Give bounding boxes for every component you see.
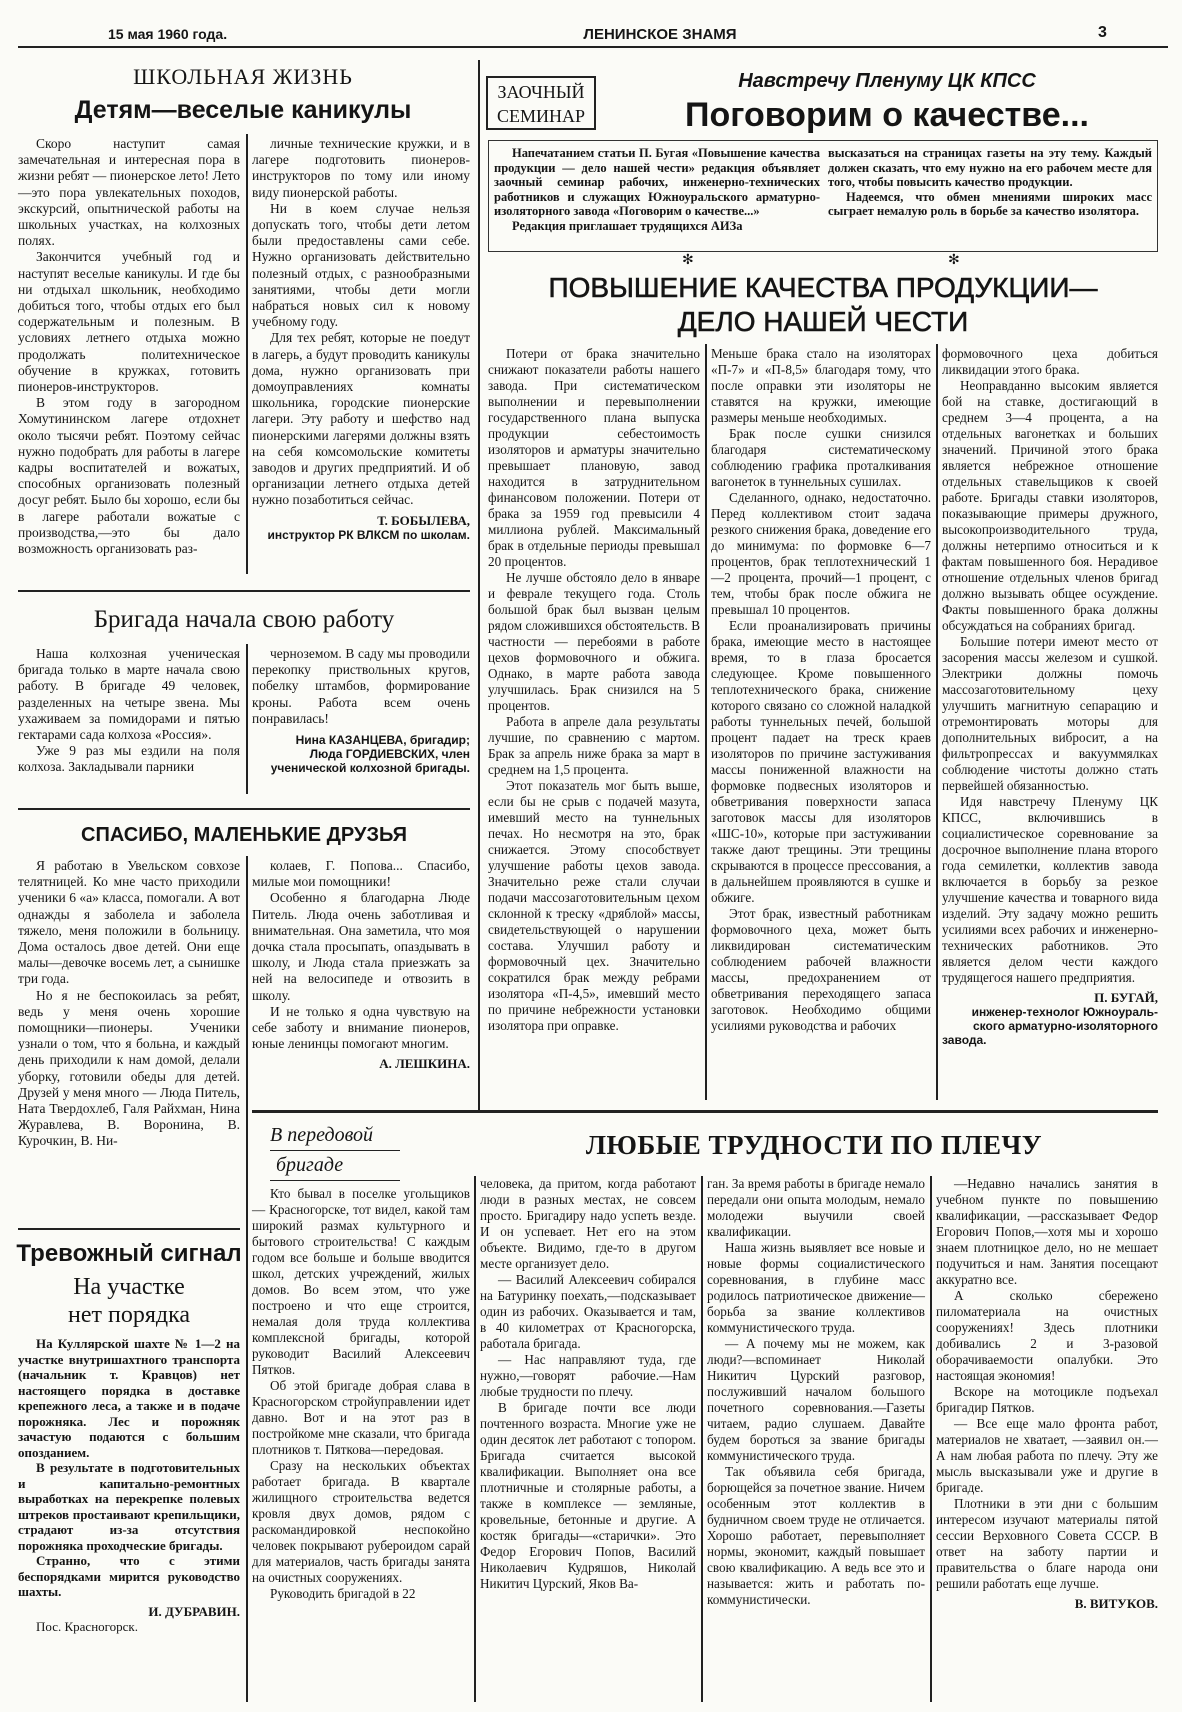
any-col-divider-3 [930, 1176, 932, 1702]
alarm-signature: И. ДУБРАВИН. [148, 1603, 240, 1619]
newspaper-name: ЛЕНИНСКОЕ ЗНАМЯ [583, 26, 737, 43]
any-rubric-line-1: В передовой [270, 1124, 374, 1146]
any-rubric-underline [270, 1150, 400, 1151]
quality-title-line-2: ДЕЛО НАШЕЙ ЧЕСТИ [677, 306, 969, 337]
seminar-box-line-2: СЕМИНАР [496, 106, 585, 126]
any-rubric-underline [270, 1180, 400, 1181]
page-date: 15 мая 1960 года. [108, 26, 228, 42]
quality-signature: П. БУГАЙ, [1094, 990, 1158, 1005]
any-signature: В. ВИТУКОВ. [1074, 1596, 1158, 1611]
thanks-col-divider [246, 856, 248, 1126]
brigade-signature-3: ученической колхозной бригады. [270, 761, 470, 776]
school-bottom-rule [18, 590, 470, 592]
brigade-col-divider [246, 644, 248, 794]
page-number: 3 [1098, 24, 1107, 41]
quality-col-3: формовочного цеха добиться ликвидации этого брака. Неоправданно высоким является бой на ставке, достигающий в среднем 3—4 процента, а на отдельных вагонетках и больших значений. Причиной этого брака является небрежное отношение отдельных ставельщиков к своей работе. Бригады ставки изоляторов, показывающие примеры дружного, высокопроизводительного труда, должны нетерпимо относиться и к фактам повышенного боя. Нерадивое отношение отдельных членов бригад должно вызывать общее осуждение. Факты повышенного брака должны обсуждаться на собраниях бригад. Большие потери имеют место от засорения массы железом и сушкой. Электрики должны помочь массозаготовительному цеху улучшить магнитную сепарацию и отремонтировать моторы для дополнительных вибросит, а на фильтропрессах и вакууммялках соблюдение чистоты должно стать первейшей обязанностью. Идя навстречу Пленуму ЦК КПСС, включившись в социалистическое соревнование за досрочное выполнение плана второго года семилетки, коллектив завода включается в борьбу за резкое улучшение качества и товарного вида изделий. Эту задачу можно решить усилиями всех рабочих и инженерно-технических работников. Это является делом чести каждого трудящегося нашего предприятия. П. БУГАЙ, инженер-технолог Южноураль- ского арматурно-изоляторного завода. [942, 346, 1158, 1047]
any-col-1: Кто бывал в поселке угольщиков — Красногорске, тот видел, какой там широкий размах культурного и бытового строительства! С каждым годом все больше и больше вводится школ, детских учреждений, жилых домов. Во всем этом, что уже построено и что еще строится, немалая доля труда коллектива комплексной бригады, которой руководит Василий Алексеевич Пятков. Об этой бригаде добрая слава в Красногорском стройуправлении идет давно. Вот и на этот раз в постройкоме мне сказали, что бригада плотников т. Пяткова—передовая. Сразу на нескольких объектах работает бригада. В квартале жилищного строительства ведется кровля двух домов, рядом с раскомандировкой неспокойно человек покрывают рубероидом сарай для материалов, часть бригады занята на очистных сооружениях. Руководить бригадой в 22 [252, 1186, 470, 1601]
alarm-subtitle-2: нет порядка [67, 1302, 191, 1328]
quality-col-2: Меньше брака стало на изоляторах «П-7» и «П-8,5» благодаря тому, что после оправки эти изоляторы не ставятся на кружки, имеющие размеры меньше необходимых. Брак после сушки снизился благодаря систематическому соблюдению графика проталкивания вагонеток в туннельных сушилах. Сделанного, однако, недостаточно. Перед коллективом стоит задача резкого снижения брака, доведение его до минимума: по формовке 6—7 процентов, брак теплотехнический 1—2 процента, прочий—1 процент, с тем, чтобы брак после обжига не превышал 10 процентов. Если проанализировать причины брака, имеющие место в настоящее время, то в глаза бросается следующее. Кроме повышенного теплотехнического брака, снижение которого связано со сложной наладкой работы туннельных печей, большой процент падает на треск краев изоляторов по причине застуживания массы пониженной влажности на формовке подвесных изоляторов и обветривания поверхности запаса заготовок массы для изоляторов «ШС-10», которые при застуживании также дают трещины. Эти трещины скрываются в процессе прессования, а в дальнейшем проявляются в сушке и обжиге. Этот брак, известный работникам формовочного цеха, может быть ликвидирован систематическим соблюдением рабочей влажности массы, предохранением от обветривания переходящего запаса заготовок. Необходимо общими усилиями руководства и рабочих [711, 346, 931, 1033]
brigade-signature-2: Люда ГОРДИЕВСКИХ, член [309, 747, 470, 762]
any-col-4: —Недавно начались занятия в учебном пункте по повышению квалификации, —рассказывает Федор Егорович Попов,—хотя мы и хорошо знаем плотницкое дело, но не мешает подучиться и нам. Занятия посещают аккуратно все. А сколько сбережено пиломатериала на очистных сооружениях! Здесь плотники добивались 2 и 3-разовой оборачиваемости опалубки. Это настоящая экономия! Вскоре на мотоцикле подъехал бригадир Пятков. — Все еще мало фронта работ, материалов не хватает, —заявил он.— А нам любая работа по плечу. Эту же мысль высказывали уже и другие в бригаде. Плотники в эти дни с большим интересом изучают материалы пятой сессии Верховного Совета СССР. В ответ на заботу партии и правительства о благе народа они решили работать еще лучше. В. ВИТУКОВ. [936, 1176, 1158, 1611]
seminar-intro-col-2: высказаться на страницах газеты на эту тему. Каждый должен сказать, что ему нужно на его рабочем месте для того, чтобы повысить качество продукции. Надеемся, что обмен мнениями широких масс сыграет немалую роль в борьбе за качество изолятора. [828, 146, 1152, 218]
quality-col-1: Потери от брака значительно снижают показатели работы нашего завода. При систематическом выполнении и перевыполнении государственного плана выпуска продукции себестоимость изоляторов и арматуры значительно превышает плановую, завод находится в затруднительном финансовом положении. Потери от брака за 1959 год превысили 4 миллиона рублей. Максимальный брак в отдельные периоды превышал 20 процентов. Не лучше обстояло дело в январе и феврале текущего года. Столь большой брак был вызван целым рядом сложившихся обстоятельств. В частности — перебоями в работе цехов формовочного и обжига. Однако, в марте работа завода улучшилась. Брак снизился на 5 процентов. Работа в апреле дала результаты лучшие, по сравнению с мартом. Брак за апрель ниже брака за март в среднем на 1,5 процента. Этот показатель мог быть выше, если бы не срыв с подачей мазута, имевший место на туннельных печах. Но несмотря на это, брак снижается. Этому способствует улучшение работы цехов завода. Значительно реже стали случаи подачи массозаготовительным цехом склонной к треску «дряблой» массы, свидетельствующей о нарушении состава. Улучшил работу и формовочный цех. Значительно сократился брак между ребрами изолятора «П-4,5», имевший место по причине небрежности установки изолятора при оправке. [488, 346, 700, 1033]
brigade-col-2: черноземом. В саду мы проводили перекопку приствольных кругов, побелку штамбов, формирование кроны. Работа всем очень понравилась! Нина КАЗАНЦЕВА, бригадир; Люда ГОРДИЕВСКИХ, член ученической колхозной бригады. [252, 646, 470, 776]
brigade-signature-1: Нина КАЗАНЦЕВА, бригадир; [295, 733, 470, 748]
ornament-star-icon: ✻ [682, 252, 694, 268]
quality-signature-role-1: инженер-технолог Южноураль- [971, 1005, 1158, 1019]
school-signature-role: инструктор РК ВЛКСМ по школам. [267, 527, 470, 542]
school-col-1: Скоро наступит самая замечательная и интересная пора в жизни ребят — пионерское лето! Лето—это пора увлекательных походов, экскурсий, опытнической работы на школьных участках, на колхозных полях. Закончится учебный год и наступят веселые каникулы. И где бы ни отдыхал школьник, необходимо добиться того, чтобы отдых его был содержательным и полезным. В условиях летнего отдыха можно продолжать политехническое обучение в кружках, готовить пионеров-инструкторов. В этом году в загородном Хомутининском лагере отдохнет около тысячи ребят. Поэтому сейчас нужно подобрать для работы в лагере кадры воспитателей и вожатых, способных организовать полезный досуг ребят. Было бы хорошо, если бы в лагере работали вожатые с производства,—это бы дало возможность организовать раз- [18, 136, 240, 557]
any-col-2: человека, да притом, когда работают люди в разных местах, не совсем просто. Бригадиру надо успеть везде. И он успевает. Нет его на этом объекте. Видимо, где-то в другом месте организует дело. — Василий Алексеевич собирался на Батуринку поехать,—подсказывает один из рабочих. Оказывается и там, в 40 километрах от Красногорска, работала бригада. — Нас направляют туда, где нужно,—говорят рабочие.—Нам любые трудности по плечу. В бригаде почти все люди почтенного возраста. Многие уже не один десяток лет работают с топором. Бригада считается высокой квалификации. Выполняет она все плотничные и столярные работы, а также в комплексе — земляные, кровельные, бетонные и другие. А костяк бригады—«старички». Это Федор Егорович Попов, Василий Николаевич Кудряшов, Николай Никитич Цурский, Яков Ва- [480, 1176, 696, 1591]
quality-signature-role-2: ского арматурно-изоляторного [972, 1019, 1158, 1033]
quality-col-divider-1 [705, 344, 707, 1100]
alarm-place: Пос. Красногорск. [36, 1618, 138, 1634]
alarm-subtitle-1: На участке [73, 1274, 185, 1300]
any-col-divider-1 [474, 1176, 476, 1702]
any-title: ЛЮБЫЕ ТРУДНОСТИ ПО ПЛЕЧУ [585, 1130, 1043, 1160]
school-signature: Т. БОБЫЛЕВА, [377, 512, 470, 528]
brigade-title: Бригада начала свою работу [93, 606, 395, 633]
seminar-title: Поговорим о качестве... [685, 96, 1089, 134]
quality-title-line-1: ПОВЫШЕНИЕ КАЧЕСТВА ПРОДУКЦИИ— [548, 272, 1098, 303]
any-col-divider-2 [701, 1176, 703, 1702]
any-col-3: ган. За время работы в бригаде немало передали они опыта молодым, немало молодежи выучили своей квалификации. Наша жизнь выявляет все новые и новые формы социалистического соревнования, в глубине масс родилось патриотическое движение—борьба за звание коллективов коммунистического труда. — А почему мы не можем, как люди?—вспоминает Николай Никитич Цурский разговор, послуживший началом большого почетного соревнования.—Газеты читаем, радио слушаем. Давайте будем бороться за звание бригады коммунистического труда. Так объявила себя бригада, борющейся за почетное звание. Ничем особенным этот коллектив в будничном своем труде не отличается. Хорошо работает, перевыполняет нормы, экономит, каждый повышает свою квалификацию. А ведь все это и называется: жить и работать по-коммунистически. [707, 1176, 925, 1607]
main-vertical-divider [478, 60, 480, 1110]
seminar-intro-col-1: Напечатанием статьи П. Бугая «Повышение качества продукции — дело нашей чести» редакция объявляет заочный семинар рабочих, инженерно-технических работников и служащих Южноуральского арматурно-изоляторного завода «Поговорим о качестве...» Редакция приглашает трудящихся АИЗа [494, 146, 820, 233]
alarm-top-rule [18, 1228, 240, 1230]
thanks-col-1: Я работаю в Увельском совхозе телятницей. Ко мне часто приходили ученики 6 «а» класса, помогали. А вот однажды я заболела и заболела тяжело, меня положили в больницу. Дома осталось двое детей. Они еще малы—девочке восемь лет, а сынишке три года. Но я не беспокоилась за ребят, ведь у меня очень хорошие помощники—пионеры. Ученики узнали о том, что я больна, и каждый день приходили к нам домой, делали уборку, готовили обеды для детей. Друзей у меня много — Люда Питель, Ната Твердохлеб, Галя Райхман, Нина Журавлева, В. Воронина, В. Курочкин, В. Ни- [18, 858, 240, 1149]
ornament-star-icon: ✻ [948, 252, 960, 268]
school-col-2: личные технические кружки, и в лагере подготовить пионеров-инструкторов по тому или иному виду пионерской работы. Ни в коем случае нельзя допускать того, чтобы дети летом были предоставлены сами себе. Нужно организовать действительно полезный отдых, с разнообразными занятиями, чтобы дети могли набраться новых сил к новому учебному году. Для тех ребят, которые не поедут в лагерь, а будут проводить каникулы дома, нужно организовать при домоуправлениях комнаты школьника, городские пионерские лагери. Эту работу и шефство над пионерскими лагерями должны взять на себя комсомольские комитеты заводов и других предприятий. И об организации летнего отдыха детей нужно позаботиться сейчас. Т. БОБЫЛЕВА, инструктор РК ВЛКСМ по школам. [252, 136, 470, 542]
thanks-signature: А. ЛЕШКИНА. [379, 1056, 470, 1072]
seminar-box-line-1: ЗАОЧНЫЙ [497, 82, 585, 102]
quality-col-divider-2 [936, 344, 938, 1100]
thanks-col-2: колаев, Г. Попова... Спасибо, милые мои помощники! Особенно я благодарна Люде Питель. Люда очень заботливая и внимательная. Она заметила, что моя дочка стала просыпать, опаздывать в школу, и Люда стала приезжать за ней на велосипеде и отвозить в школу. И не только я одна чувствую на себе заботу и внимание пионеров, юные ленинцы помогают многим. А. ЛЕШКИНА. [252, 858, 470, 1072]
school-col-divider [246, 134, 248, 574]
school-section-label: ШКОЛЬНАЯ ЖИЗНЬ [133, 64, 353, 89]
brigade-bottom-rule [18, 808, 470, 810]
seminar-kicker: Навстречу Пленуму ЦК КПСС [738, 70, 1036, 92]
bottom-section-rule [252, 1110, 1158, 1113]
bottom-left-divider [246, 1112, 248, 1702]
quality-signature-role-3: завода. [942, 1033, 987, 1047]
school-title: Детям—веселые каникулы [74, 96, 412, 124]
alarm-title: Тревожный сигнал [16, 1240, 242, 1267]
alarm-text: На Куллярской шахте № 1—2 на участке внутришахтного транспорта (начальник т. Кравцов) нет настоящего порядка в доставке крепежного леса, а также и в подаче порожняка. Лес и порожняк зачастую подаются с большим опозданием. В результате в подготовительных и капитально-ремонтных выработках на перекрепке полевых штреков простаивают крепильщики, страдают из-за отсутствия порожняка проходческие бригады. Странно, что с этими беспорядками мирится руководство шахты. И. ДУБРАВИН. Пос. Красногорск. [18, 1336, 240, 1634]
header-rule [18, 46, 1168, 48]
brigade-col-1: Наша колхозная ученическая бригада только в марте начала свою работу. В бригаде 49 человек, разделенных на четыре звена. Мы ухаживаем за помидорами и пятью гектарами сада колхоза «Россия». Уже 9 раз мы ездили на поля колхоза. Закладывали парники [18, 646, 240, 775]
seminar-box [486, 76, 596, 130]
thanks-title: СПАСИБО, МАЛЕНЬКИЕ ДРУЗЬЯ [81, 824, 407, 846]
any-rubric-line-2: бригаде [276, 1154, 344, 1176]
